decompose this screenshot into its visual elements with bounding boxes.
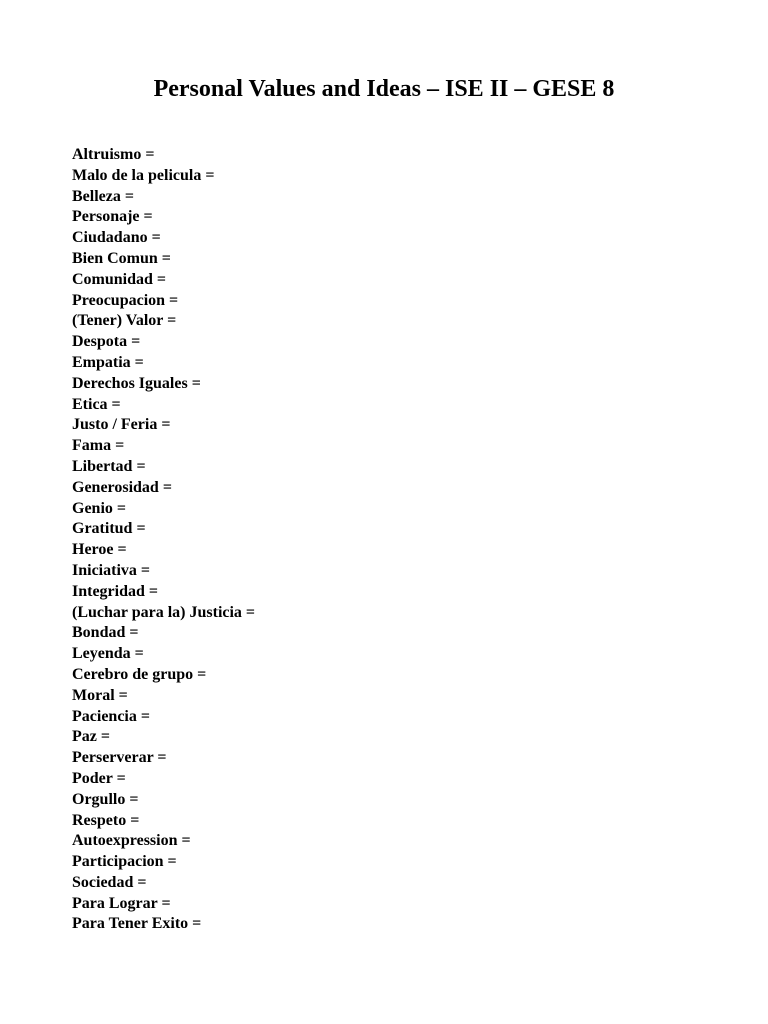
vocabulary-term: Cerebro de grupo = [72,665,207,683]
vocabulary-term: Integridad = [72,582,159,600]
vocabulary-term: Respeto = [72,811,140,829]
vocabulary-term: Perserverar = [72,749,167,767]
vocabulary-term: Bien Comun = [72,249,171,267]
vocabulary-term: Moral = [72,686,128,704]
vocabulary-term: Comunidad = [72,270,167,288]
vocabulary-term: Genio = [72,499,127,517]
vocabulary-term: Para Lograr = [72,894,171,912]
vocabulary-term: (Luchar para la) Justicia = [72,603,256,621]
vocabulary-term: Malo de la pelicula = [72,166,215,184]
vocabulary-term: Belleza = [72,187,134,205]
vocabulary-term: Participacion = [72,853,177,871]
vocabulary-term: Autoexpression = [72,832,191,850]
vocabulary-list [72,145,255,935]
vocabulary-term: Paz = [72,728,110,746]
vocabulary-term: Empatia = [72,353,144,371]
vocabulary-term: Paciencia = [72,707,150,725]
vocabulary-term: Generosidad = [72,478,172,496]
vocabulary-term: (Tener) Valor = [72,312,177,330]
vocabulary-term: Leyenda = [72,645,144,663]
vocabulary-term: Poder = [72,769,126,787]
vocabulary-term: Ciudadano = [72,229,161,247]
vocabulary-term: Bondad = [72,624,139,642]
vocabulary-term: Gratitud = [72,520,146,538]
vocabulary-term: Preocupacion = [72,291,179,309]
vocabulary-term: Libertad = [72,457,146,475]
vocabulary-term: Etica = [72,395,121,413]
vocabulary-term: Heroe = [72,541,127,559]
vocabulary-term: Iniciativa = [72,561,151,579]
page-title: Personal Values and Ideas – ISE II – GESE 8 [153,76,615,102]
vocabulary-term: Orgullo = [72,790,139,808]
vocabulary-term: Sociedad = [72,873,147,891]
vocabulary-term: Altruismo = [72,146,155,163]
vocabulary-term: Personaje = [72,208,153,226]
vocabulary-term: Para Tener Exito = [72,915,202,933]
vocabulary-term: Justo / Feria = [72,416,171,434]
vocabulary-term: Derechos Iguales = [72,374,201,392]
vocabulary-term: Despota = [72,333,141,351]
vocabulary-term: Fama = [72,437,125,455]
